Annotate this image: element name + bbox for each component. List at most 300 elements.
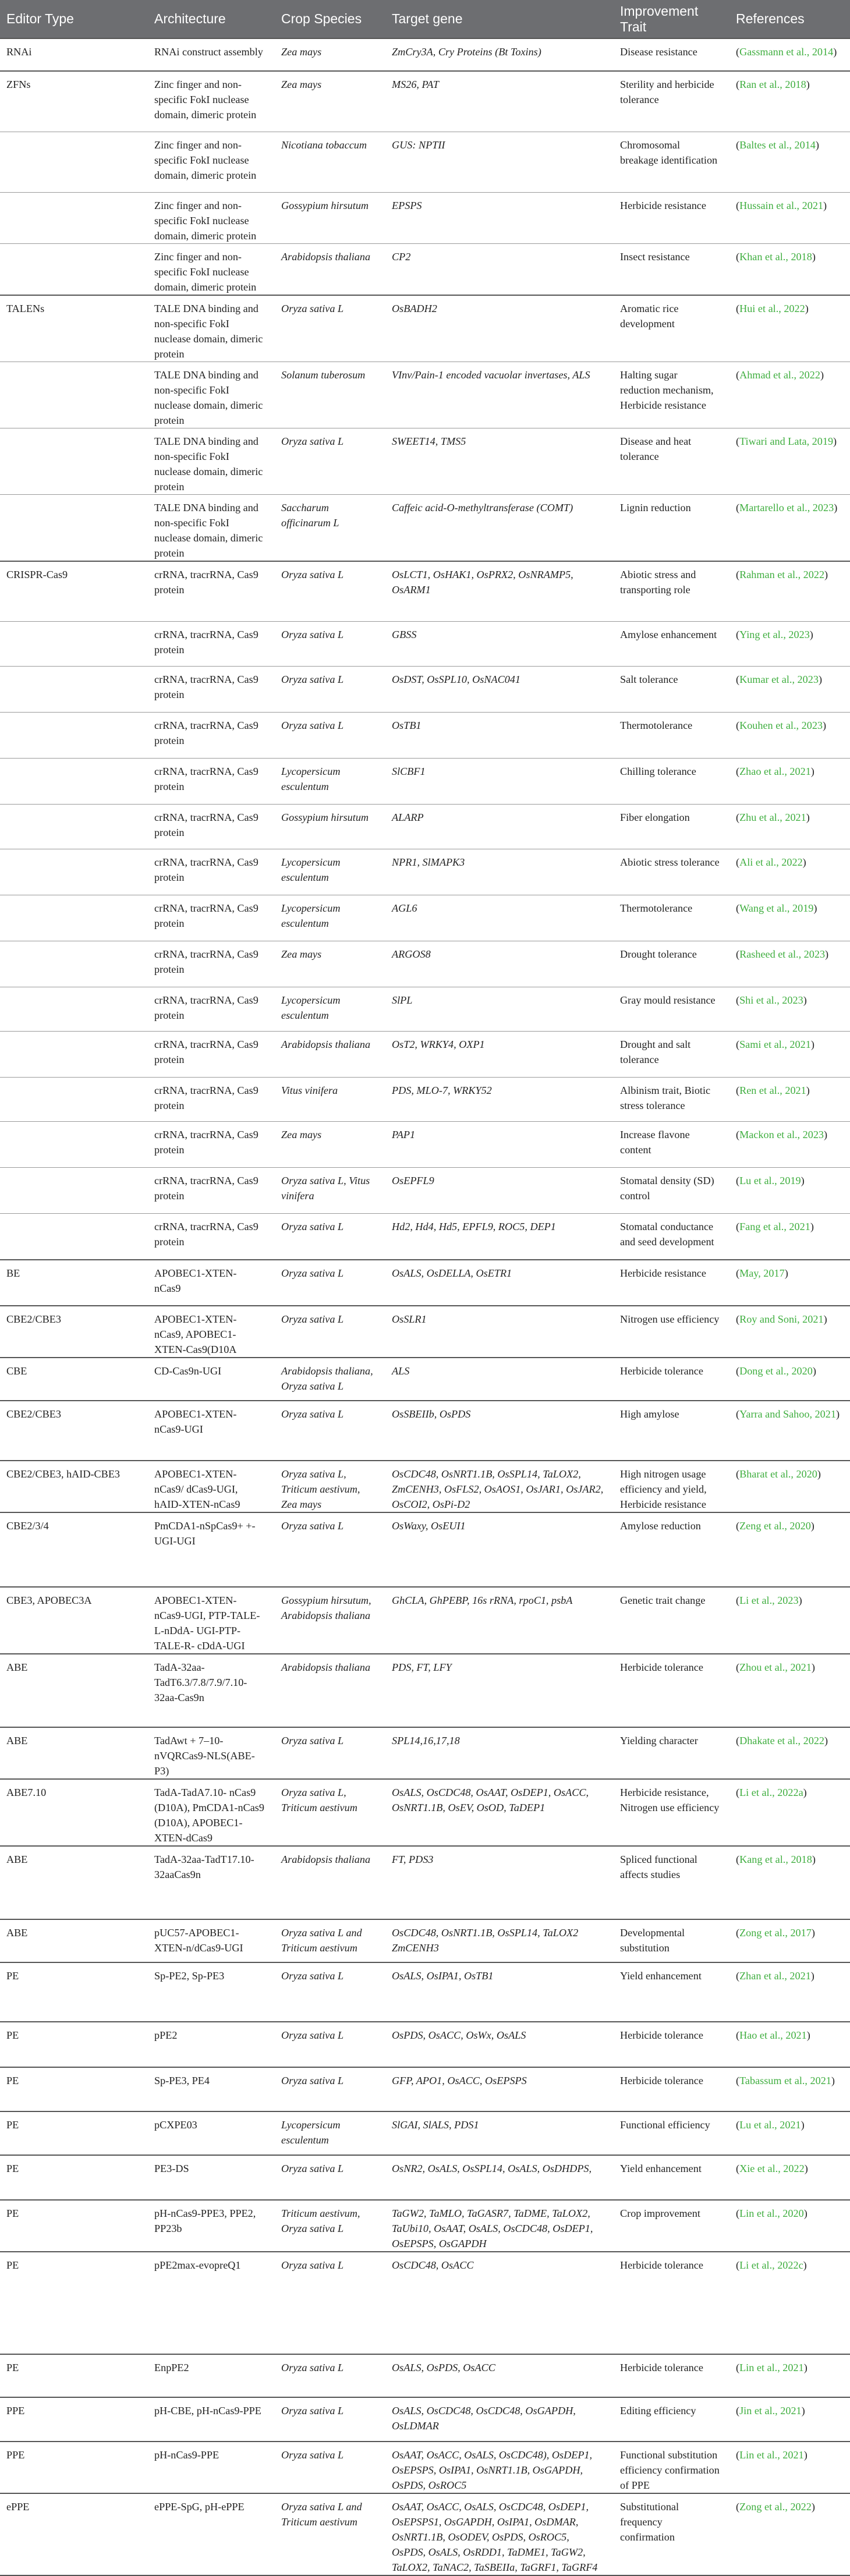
table-row <box>0 1358 850 1401</box>
cell-reference[interactable]: (Roy and Soni, 2021) <box>736 1313 827 1325</box>
cell-improvement-trait: Yielding character <box>620 1734 698 1746</box>
cell-improvement-trait: Functional substitution efficiency confirmation of PPE <box>620 2449 720 2491</box>
table-row <box>0 71 850 132</box>
cell-improvement-trait: Herbicide resistance, Nitrogen use efficiency <box>620 1786 720 1813</box>
cell-target-gene: Hd2, Hd4, Hd5, EPFL9, ROC5, DEP1 <box>392 1221 556 1232</box>
table-row <box>0 622 850 667</box>
reference-link[interactable]: Bharat et al., 2020 <box>739 1468 817 1480</box>
reference-link[interactable]: Dong et al., 2020 <box>739 1365 813 1377</box>
cell-reference[interactable]: (May, 2017) <box>736 1267 788 1279</box>
header-references: References <box>736 11 805 26</box>
reference-link[interactable]: Ahmad et al., 2022 <box>739 368 820 381</box>
cell-editor-type: CBE2/CBE3, hAID-CBE3 <box>6 1468 121 1480</box>
cell-improvement-trait: Yield enhancement <box>620 2162 702 2174</box>
table-row <box>0 895 850 941</box>
cell-improvement-trait: High amylose <box>620 1408 679 1420</box>
cell-reference[interactable]: (Lu et al., 2019) <box>736 1175 805 1186</box>
cell-editor-type <box>0 805 146 849</box>
cell-architecture: Zinc finger and non-specific FokI nuclease domain, dimeric protein <box>154 199 257 242</box>
cell-improvement-trait: Herbicide tolerance <box>620 1661 703 1673</box>
header-row <box>0 0 850 38</box>
cell-reference[interactable]: (Zong et al., 2017) <box>736 1926 815 1939</box>
table-row <box>0 132 850 192</box>
table-row <box>0 2022 850 2067</box>
cell-editor-type <box>0 1214 146 1260</box>
cell-reference[interactable]: (Rahman et al., 2022) <box>736 568 828 580</box>
cell-architecture: crRNA, tracrRNA, Cas9 protein <box>154 1175 258 1202</box>
cell-improvement-trait: Chromosomal breakage identification <box>620 139 718 166</box>
reference-link[interactable]: Dhakate et al., 2022 <box>739 1734 825 1746</box>
cell-editor-type <box>0 713 146 759</box>
cell-reference[interactable]: (Lin et al., 2021) <box>736 2449 808 2461</box>
cell-reference[interactable]: (Zhou et al., 2021) <box>736 1661 815 1673</box>
reference-link[interactable]: Shi et al., 2023 <box>739 994 803 1006</box>
table-row <box>0 2111 850 2155</box>
cell-target-gene: FT, PDS3 <box>392 1853 434 1865</box>
cell-architecture: pUC57-APOBEC1-XTEN-n/dCas9-UGI <box>154 1926 243 1954</box>
cell-improvement-trait: Amylose enhancement <box>620 629 717 640</box>
cell-architecture: Zinc finger and non-specific FokI nuclease domain, dimeric protein <box>154 250 257 293</box>
cell-target-gene: OsDST, OsSPL10, OsNAC041 <box>392 674 520 685</box>
table-row <box>0 713 850 759</box>
cell-improvement-trait: Herbicide resistance <box>620 1267 706 1279</box>
cell-improvement-trait: Abiotic stress and transporting role <box>620 568 696 596</box>
cell-improvement-trait: Herbicide tolerance <box>620 2361 703 2373</box>
table-row <box>0 1306 850 1358</box>
reference-link[interactable]: Rasheed et al., 2023 <box>739 948 826 960</box>
cell-reference[interactable]: (Martarello et al., 2023) <box>736 501 838 513</box>
cell-improvement-trait: Substitutional frequency confirmation <box>620 2500 679 2543</box>
cell-crop-species: Arabidopsis thaliana <box>281 1853 371 1865</box>
cell-reference[interactable]: (Hui et al., 2022) <box>736 302 809 314</box>
table-row <box>0 1654 850 1727</box>
cell-reference[interactable]: (Kang et al., 2018) <box>736 1853 816 1865</box>
table-row <box>0 192 850 243</box>
header-editor-type: Editor Type <box>6 11 74 26</box>
reference-link[interactable]: Rahman et al., 2022 <box>739 568 825 580</box>
cell-crop-species: Oryza sativa L <box>281 629 344 640</box>
cell-editor-type <box>0 1032 146 1078</box>
cell-reference[interactable]: (Hao et al., 2021) <box>736 2029 810 2041</box>
cell-improvement-trait: Halting sugar reduction mechanism, Herbicide resistance <box>620 368 714 411</box>
cell-crop-species: Gossypium hirsutum <box>281 812 369 823</box>
reference-link[interactable]: Lin et al., 2021 <box>739 2361 804 2373</box>
cell-reference[interactable]: (Zong et al., 2022) <box>736 2500 815 2513</box>
cell-architecture: crRNA, tracrRNA, Cas9 protein <box>154 948 258 975</box>
cell-target-gene: OsALS, OsCDC48, OsAAT, OsDEP1, OsACC, OsNRT1.1B, OsEV, OsOD, TaDEP1 <box>392 1786 589 1813</box>
cell-reference[interactable]: (Kumar et al., 2023) <box>736 674 822 685</box>
cell-architecture: Zinc finger and non-specific FokI nuclease domain, dimeric protein <box>154 139 257 181</box>
cell-editor-type <box>0 192 146 243</box>
cell-editor-type <box>0 759 146 805</box>
cell-architecture: crRNA, tracrRNA, Cas9 protein <box>154 994 258 1021</box>
cell-editor-type: CBE2/CBE3 <box>6 1408 61 1420</box>
cell-editor-type: CBE3, APOBEC3A <box>6 1594 92 1606</box>
cell-editor-type: PE <box>6 2361 19 2373</box>
cell-crop-species: Saccharum officinarum L <box>281 501 339 529</box>
cell-reference[interactable]: (Ahmad et al., 2022) <box>736 368 824 381</box>
cell-target-gene: OsEPFL9 <box>392 1175 434 1186</box>
cell-target-gene: OsBADH2 <box>392 302 437 314</box>
cell-improvement-trait: Sterility and herbicide tolerance <box>620 79 714 105</box>
cell-target-gene: ALARP <box>392 812 424 823</box>
table-row <box>0 1962 850 2022</box>
cell-improvement-trait: Disease and heat tolerance <box>620 435 692 462</box>
cell-reference[interactable]: (Tiwari and Lata, 2019) <box>736 435 837 447</box>
cell-editor-type: CBE <box>6 1365 27 1377</box>
cell-architecture: TALE DNA binding and non-specific FokI nuclease domain, dimeric protein <box>154 501 263 559</box>
cell-architecture: EnpPE2 <box>154 2361 189 2373</box>
cell-crop-species: Oryza sativa L <box>281 1519 344 1532</box>
cell-editor-type: PPE <box>6 2404 25 2416</box>
cell-target-gene: OsWaxy, OsEUI1 <box>392 1519 466 1532</box>
cell-reference[interactable]: (Jin et al., 2021) <box>736 2404 805 2416</box>
cell-reference[interactable]: (Ren et al., 2021) <box>736 1085 810 1096</box>
cell-target-gene: GhCLA, GhPEBP, 16s rRNA, rpoC1, psbA <box>392 1594 573 1606</box>
cell-reference[interactable]: (Khan et al., 2018) <box>736 250 816 263</box>
cell-architecture: crRNA, tracrRNA, Cas9 protein <box>154 856 258 883</box>
table-row <box>0 1727 850 1779</box>
cell-crop-species: Lycopersicum esculentum <box>281 902 341 929</box>
cell-reference[interactable]: (Ying et al., 2023) <box>736 629 813 640</box>
cell-editor-type <box>0 362 146 428</box>
cell-architecture: pH-CBE, pH-nCas9-PPE <box>154 2404 261 2416</box>
cell-crop-species: Oryza sativa L <box>281 2029 344 2041</box>
reference-link[interactable]: Li et al., 2022c <box>739 2259 803 2271</box>
cell-editor-type: ePPE <box>6 2500 30 2513</box>
cell-architecture: crRNA, tracrRNA, Cas9 protein <box>154 766 258 792</box>
cell-target-gene: NPR1, SlMAPK3 <box>392 856 465 868</box>
cell-architecture: crRNA, tracrRNA, Cas9 protein <box>154 902 258 929</box>
cell-target-gene: OsSLR1 <box>392 1313 427 1325</box>
cell-reference[interactable]: (Lu et al., 2021) <box>736 2118 805 2131</box>
cell-reference[interactable]: (Li et al., 2023) <box>736 1594 802 1606</box>
cell-editor-type: ABE7.10 <box>6 1786 47 1798</box>
cell-reference[interactable]: (Kouhen et al., 2023) <box>736 720 827 731</box>
cell-reference[interactable]: (Yarra and Sahoo, 2021) <box>736 1408 840 1420</box>
cell-improvement-trait: Thermotolerance <box>620 720 693 731</box>
cell-reference[interactable]: (Ali et al., 2022) <box>736 856 806 868</box>
cell-crop-species: Oryza sativa L, Triticum aestivum <box>281 1786 357 1813</box>
cell-architecture: APOBEC1-XTEN- nCas9, APOBEC1-XTEN-Cas9(D10A <box>154 1313 237 1355</box>
cell-target-gene: OsSBEIIb, OsPDS <box>392 1408 471 1420</box>
reference-link[interactable]: Kouhen et al., 2023 <box>739 720 823 731</box>
cell-architecture: TadA-TadA7.10- nCas9 (D10A), PmCDA1-nCas9 (D10A), APOBEC1-XTEN-dCas9 <box>154 1786 264 1844</box>
cell-improvement-trait: Herbicide tolerance <box>620 2029 703 2041</box>
cell-improvement-trait: High nitrogen usage efficiency and yield, Herbicide resistance <box>620 1468 707 1510</box>
cell-architecture: crRNA, tracrRNA, Cas9 protein <box>154 1039 258 1065</box>
cell-editor-type: ABE <box>6 1853 28 1865</box>
cell-improvement-trait: Abiotic stress tolerance <box>620 856 720 868</box>
cell-architecture: APOBEC1-XTEN- nCas9-UGI, PTP-TALE-L-nDdA- UGI-PTP-TALE-R- cDdA-UGI <box>154 1594 260 1652</box>
cell-editor-type: PPE <box>6 2449 25 2461</box>
cell-target-gene: OsPDS, OsACC, OsWx, OsALS <box>392 2029 526 2041</box>
reference-link[interactable]: Khan et al., 2018 <box>739 250 812 263</box>
cell-editor-type: CRISPR-Cas9 <box>6 568 68 580</box>
cell-improvement-trait: Functional efficiency <box>620 2118 710 2131</box>
cell-target-gene: OsALS, OsCDC48, OsCDC48, OsGAPDH, OsLDMAR <box>392 2404 576 2432</box>
reference-link[interactable]: Zhan et al., 2021 <box>739 1969 811 1982</box>
cell-crop-species: Arabidopsis thaliana <box>281 1661 371 1673</box>
reference-link[interactable]: Kumar et al., 2023 <box>739 674 819 685</box>
cell-reference[interactable]: (Li et al., 2022a) <box>736 1786 807 1798</box>
cell-target-gene: ZmCry3A, Cry Proteins (Bt Toxins) <box>392 46 541 58</box>
table-row <box>0 428 850 494</box>
cell-crop-species: Zea mays <box>281 948 322 960</box>
cell-target-gene: GBSS <box>392 629 417 640</box>
cell-reference[interactable]: (Wang et al., 2019) <box>736 902 817 914</box>
cell-crop-species: Oryza sativa L <box>281 674 344 685</box>
cell-target-gene: PDS, FT, LFY <box>392 1661 452 1673</box>
reference-link[interactable]: Ying et al., 2023 <box>739 629 810 640</box>
cell-reference[interactable]: (Ran et al., 2018) <box>736 79 810 90</box>
cell-reference[interactable]: (Dong et al., 2020) <box>736 1365 816 1377</box>
cell-architecture: TALE DNA binding and non-specific FokI nuclease domain, dimeric protein <box>154 368 263 426</box>
reference-link[interactable]: Ali et al., 2022 <box>739 856 803 868</box>
cell-target-gene: EPSPS <box>392 199 422 211</box>
cell-improvement-trait: Amylose reduction <box>620 1519 701 1532</box>
table-row <box>0 2155 850 2200</box>
cell-reference[interactable]: (Mackon et al., 2023) <box>736 1129 828 1140</box>
cell-target-gene: OsNR2, OsALS, OsSPL14, OsALS, OsDHDPS, <box>392 2162 592 2174</box>
cell-architecture: PmCDA1-nSpCas9+ +-UGI-UGI <box>154 1519 256 1547</box>
cell-target-gene: PAP1 <box>392 1129 416 1140</box>
cell-crop-species: Lycopersicum esculentum <box>281 856 341 883</box>
cell-crop-species: Oryza sativa L <box>281 435 344 447</box>
cell-improvement-trait: Developmental substitution <box>620 1926 685 1954</box>
cell-target-gene: OsALS, OsPDS, OsACC <box>392 2361 495 2373</box>
cell-reference[interactable]: (Lin et al., 2021) <box>736 2361 808 2373</box>
cell-editor-type: PE <box>6 2074 19 2086</box>
cell-improvement-trait: Fiber elongation <box>620 812 690 823</box>
table-row <box>0 494 850 561</box>
cell-target-gene: OsTB1 <box>392 720 422 731</box>
cell-crop-species: Lycopersicum esculentum <box>281 994 341 1021</box>
table-row <box>0 667 850 713</box>
reference-link[interactable]: Hussain et al., 2021 <box>739 199 824 211</box>
reference-link[interactable]: Lin et al., 2020 <box>739 2207 804 2219</box>
reference-link[interactable]: Yarra and Sahoo, 2021 <box>739 1408 836 1420</box>
cell-target-gene: PDS, MLO-7, WRKY52 <box>392 1085 492 1096</box>
cell-improvement-trait: Stomatal conductance and seed development <box>620 1221 714 1248</box>
table-body <box>0 38 850 2575</box>
cell-reference[interactable]: (Xie et al., 2022) <box>736 2162 808 2174</box>
cell-reference[interactable]: (Shi et al., 2023) <box>736 994 807 1006</box>
cell-crop-species: Oryza sativa L <box>281 2259 344 2271</box>
cell-target-gene: OsCDC48, OsNRT1.1B, OsSPL14, TaLOX2 ZmCENH3 <box>392 1926 579 1954</box>
cell-editor-type: PE <box>6 2029 19 2041</box>
table-row <box>0 1078 850 1122</box>
cell-crop-species: Nicotiana tobaccum <box>281 139 367 151</box>
cell-improvement-trait: Spliced functional affects studies <box>620 1853 697 1880</box>
cell-improvement-trait: Herbicide tolerance <box>620 2074 703 2086</box>
cell-target-gene: SWEET14, TMS5 <box>392 435 466 447</box>
reference-link[interactable]: Tabassum et al., 2021 <box>739 2074 831 2086</box>
cell-editor-type: ABE <box>6 1734 28 1746</box>
cell-architecture: RNAi construct assembly <box>154 46 263 58</box>
cell-improvement-trait: Gray mould resistance <box>620 994 716 1006</box>
reference-link[interactable]: Ran et al., 2018 <box>739 79 806 90</box>
table-row <box>0 1214 850 1260</box>
cell-improvement-trait: Albinism trait, Biotic stress tolerance <box>620 1085 711 1111</box>
cell-target-gene: OsCDC48, OsACC <box>392 2259 474 2271</box>
cell-editor-type: TALENs <box>6 302 45 314</box>
cell-target-gene: TaGW2, TaMLO, TaGASR7, TaDME, TaLOX2, TaUbi10, OsAAT, OsALS, OsCDC48, OsDEP1, OsEPSPS, OsGAPDH <box>392 2207 593 2249</box>
header-target-gene: Target gene <box>392 11 463 26</box>
table-row <box>0 295 850 362</box>
cell-reference[interactable]: (Gassmann et al., 2014) <box>736 46 837 58</box>
table-row <box>0 2397 850 2442</box>
reference-link[interactable]: Tiwari and Lata, 2019 <box>739 435 834 447</box>
table-row <box>0 1168 850 1214</box>
table-row <box>0 2493 850 2575</box>
cell-editor-type: ABE <box>6 1926 28 1939</box>
table-row <box>0 2200 850 2252</box>
cell-improvement-trait: Herbicide tolerance <box>620 2259 703 2271</box>
reference-link[interactable]: Xie et al., 2022 <box>739 2162 805 2174</box>
reference-link[interactable]: Baltes et al., 2014 <box>739 139 816 151</box>
cell-architecture: pPE2max-evopreQ1 <box>154 2259 241 2271</box>
cell-reference[interactable]: (Zeng et al., 2020) <box>736 1519 814 1532</box>
reference-link[interactable]: Li et al., 2023 <box>739 1594 799 1606</box>
cell-crop-species: Oryza sativa L, Vitus vinifera <box>281 1175 370 1202</box>
cell-architecture: pPE2 <box>154 2029 178 2041</box>
reference-link[interactable]: Zong et al., 2017 <box>739 1926 812 1939</box>
table-row <box>0 1401 850 1461</box>
cell-reference[interactable]: (Fang et al., 2021) <box>736 1221 814 1232</box>
reference-link[interactable]: Mackon et al., 2023 <box>739 1129 824 1140</box>
cell-reference[interactable]: (Sami et al., 2021) <box>736 1039 814 1050</box>
header-improvement-trait: Improvement Trait <box>620 3 699 34</box>
reference-link[interactable]: May, 2017 <box>739 1267 785 1279</box>
cell-target-gene: CP2 <box>392 250 411 263</box>
reference-link[interactable]: Zeng et al., 2020 <box>739 1519 811 1532</box>
table-row <box>0 1512 850 1587</box>
cell-improvement-trait: Editing efficiency <box>620 2404 696 2416</box>
cell-crop-species: Zea mays <box>281 1129 322 1140</box>
table-row <box>0 1779 850 1846</box>
cell-reference[interactable]: (Zhao et al., 2021) <box>736 766 814 777</box>
cell-target-gene: OsALS, OsIPA1, OsTB1 <box>392 1969 494 1982</box>
cell-architecture: crRNA, tracrRNA, Cas9 protein <box>154 812 258 838</box>
cell-target-gene: OsCDC48, OsNRT1.1B, OsSPL14, TaLOX2, ZmCENH3, OsFLS2, OsAOS1, OsJAR1, OsJAR2, OsCOI2, OsPi-D2 <box>392 1468 604 1510</box>
cell-improvement-trait: Drought tolerance <box>620 948 697 960</box>
reference-link[interactable]: Lin et al., 2021 <box>739 2449 804 2461</box>
cell-crop-species: Triticum aestivum, Oryza sativa L <box>281 2207 360 2234</box>
cell-improvement-trait: Thermotolerance <box>620 902 693 914</box>
cell-crop-species: Oryza sativa L <box>281 568 344 580</box>
cell-architecture: TALE DNA binding and non-specific FokI nuclease domain, dimeric protein <box>154 302 263 360</box>
reference-link[interactable]: Kang et al., 2018 <box>739 1853 812 1865</box>
cell-architecture: APOBEC1-XTEN- nCas9/ dCas9-UGI, hAID-XTEN-nCas9 <box>154 1468 240 1510</box>
cell-crop-species: Oryza sativa L and Triticum aestivum <box>281 2500 362 2528</box>
cell-improvement-trait: Aromatic rice development <box>620 302 679 329</box>
reference-link[interactable]: Zhu et al., 2021 <box>739 812 806 823</box>
reference-link[interactable]: Ren et al., 2021 <box>739 1085 806 1096</box>
cell-reference[interactable]: (Tabassum et al., 2021) <box>736 2074 835 2086</box>
cell-editor-type <box>0 987 146 1032</box>
cell-improvement-trait: Lignin reduction <box>620 501 691 513</box>
table-row <box>0 1587 850 1654</box>
cell-reference[interactable]: (Rasheed et al., 2023) <box>736 948 829 960</box>
cell-editor-type <box>0 1078 146 1122</box>
cell-editor-type <box>0 132 146 192</box>
cell-improvement-trait: Stomatal density (SD) control <box>620 1175 714 1202</box>
cell-reference[interactable]: (Dhakate et al., 2022) <box>736 1734 828 1746</box>
cell-crop-species: Oryza sativa L and Triticum aestivum <box>281 1926 362 1954</box>
cell-architecture: Sp-PE3, PE4 <box>154 2074 210 2086</box>
table-row <box>0 2354 850 2397</box>
cell-crop-species: Arabidopsis thaliana <box>281 250 371 263</box>
cell-improvement-trait: Disease resistance <box>620 46 697 58</box>
cell-target-gene: OsLCT1, OsHAK1, OsPRX2, OsNRAMP5, OsARM1 <box>392 568 573 596</box>
cell-reference[interactable]: (Zhan et al., 2021) <box>736 1969 814 1982</box>
table-row <box>0 987 850 1032</box>
table-row <box>0 1032 850 1078</box>
cell-architecture: PE3-DS <box>154 2162 189 2174</box>
reference-link[interactable]: Hao et al., 2021 <box>739 2029 807 2041</box>
reference-link[interactable]: Fang et al., 2021 <box>739 1221 810 1232</box>
cell-editor-type <box>0 622 146 667</box>
cell-reference[interactable]: (Lin et al., 2020) <box>736 2207 808 2219</box>
table-row <box>0 759 850 805</box>
reference-link[interactable]: Gassmann et al., 2014 <box>739 46 834 58</box>
cell-reference[interactable]: (Zhu et al., 2021) <box>736 812 810 823</box>
cell-architecture: crRNA, tracrRNA, Cas9 protein <box>154 1085 258 1111</box>
cell-editor-type: PE <box>6 2162 19 2174</box>
cell-crop-species: Lycopersicum esculentum <box>281 2118 341 2146</box>
reference-link[interactable]: Wang et al., 2019 <box>739 902 814 914</box>
table-row <box>0 2252 850 2354</box>
reference-link[interactable]: Zong et al., 2022 <box>739 2500 812 2513</box>
cell-reference[interactable]: (Bharat et al., 2020) <box>736 1468 821 1480</box>
cell-editor-type: ZFNs <box>6 79 31 90</box>
reference-link[interactable]: Sami et al., 2021 <box>739 1039 811 1050</box>
cell-architecture: pH-nCas9-PPE3, PPE2, PP23b <box>154 2207 256 2234</box>
reference-link[interactable]: Li et al., 2022a <box>739 1786 803 1798</box>
cell-target-gene: OsAAT, OsACC, OsALS, OsCDC48, OsDEP1, OsEPSPS1, OsGAPDH, OsIPA1, OsDMAR, OsNRT1.1B, OsODEV, OsPDS, OsROC5, OsPDS, OsALS, OsRDD1, TaDME1, TaGW2, TaLOX2, TaNAC2, TaSBEIIa, TaGRF1, TaGRF4 <box>392 2500 598 2573</box>
cell-editor-type <box>0 428 146 494</box>
cell-editor-type <box>0 1168 146 1214</box>
reference-link[interactable]: Hui et al., 2022 <box>739 302 805 314</box>
table-row <box>0 849 850 895</box>
reference-link[interactable]: Lu et al., 2021 <box>739 2118 801 2131</box>
cell-architecture: TadA-32aa-TadT17.10-32aaCas9n <box>154 1853 254 1880</box>
reference-link[interactable]: Zhao et al., 2021 <box>739 766 811 777</box>
reference-link[interactable]: Zhou et al., 2021 <box>739 1661 812 1673</box>
cell-crop-species: Gossypium hirsutum, Arabidopsis thaliana <box>281 1594 371 1621</box>
reference-link[interactable]: Roy and Soni, 2021 <box>739 1313 824 1325</box>
reference-link[interactable]: Jin et al., 2021 <box>739 2404 802 2416</box>
cell-crop-species: Oryza sativa L <box>281 1221 344 1232</box>
cell-editor-type <box>0 849 146 895</box>
reference-link[interactable]: Martarello et al., 2023 <box>739 501 834 513</box>
cell-reference[interactable]: (Li et al., 2022c) <box>736 2259 807 2271</box>
reference-link[interactable]: Lu et al., 2019 <box>739 1175 801 1186</box>
cell-crop-species: Oryza sativa L <box>281 1313 344 1325</box>
table-header <box>0 0 850 38</box>
cell-target-gene: GFP, APO1, OsACC, OsEPSPS <box>392 2074 527 2086</box>
cell-crop-species: Oryza sativa L <box>281 2404 344 2416</box>
cell-crop-species: Gossypium hirsutum <box>281 199 369 211</box>
cell-reference[interactable]: (Baltes et al., 2014) <box>736 139 819 151</box>
cell-architecture: CD-Cas9n-UGI <box>154 1365 222 1377</box>
table-row <box>0 561 850 622</box>
cell-reference[interactable]: (Hussain et al., 2021) <box>736 199 827 211</box>
cell-improvement-trait: Yield enhancement <box>620 1969 702 1982</box>
table-row <box>0 1260 850 1306</box>
cell-crop-species: Oryza sativa L <box>281 2449 344 2461</box>
